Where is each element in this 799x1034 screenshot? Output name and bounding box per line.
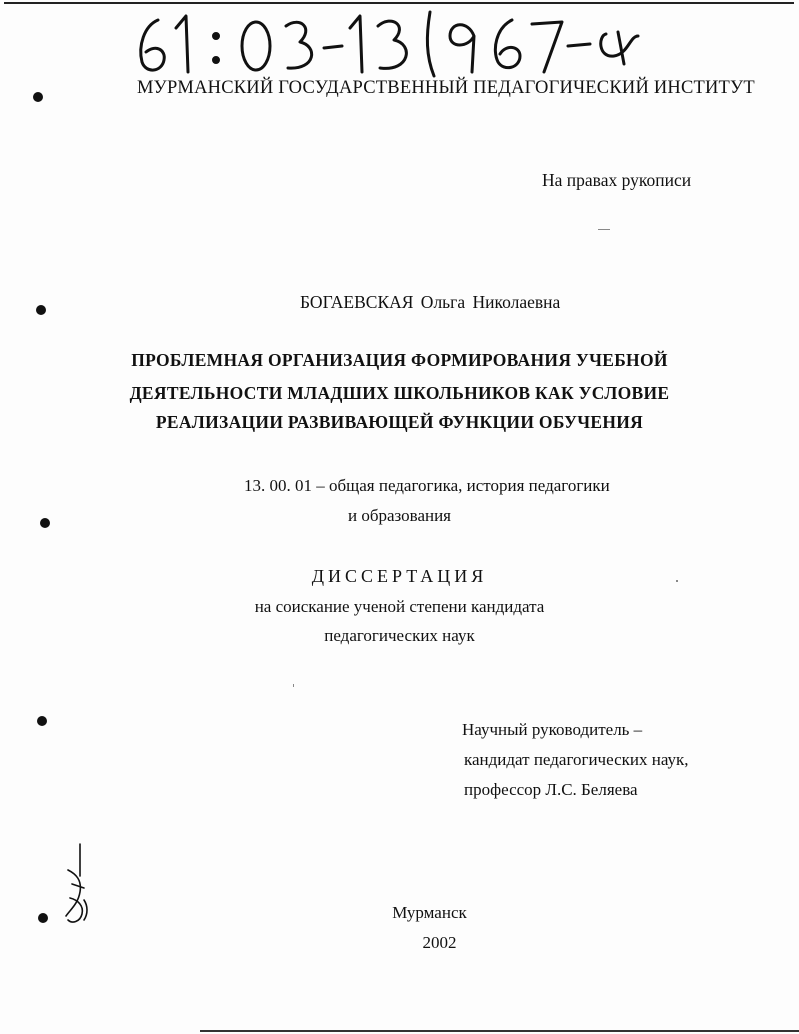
- publication-city: Мурманск: [392, 903, 467, 922]
- author-name: БОГАЕВСКАЯ Ольга Николаевна: [300, 292, 561, 312]
- publication-year: 2002: [422, 933, 457, 952]
- scan-speck: [293, 684, 294, 687]
- binder-hole: [33, 92, 43, 102]
- advisor-name: профессор Л.С. Беляева: [464, 780, 638, 799]
- thesis-title-line-2: ДЕЯТЕЛЬНОСТИ МЛАДШИХ ШКОЛЬНИКОВ КАК УСЛОВИЕ: [129, 383, 670, 403]
- scan-speck: [598, 229, 610, 230]
- thesis-title-line-3: РЕАЛИЗАЦИИ РАЗВИВАЮЩЕЙ ФУНКЦИИ ОБУЧЕНИЯ: [155, 412, 644, 432]
- manuscript-rights-note: На правах рукописи: [542, 170, 692, 190]
- thesis-title-line-1: ПРОБЛЕМНАЯ ОРГАНИЗАЦИЯ ФОРМИРОВАНИЯ УЧЕБНОЙ: [131, 350, 668, 370]
- specialty-continuation: и образования: [347, 506, 452, 525]
- degree-line-1: на соискание ученой степени кандидата: [254, 597, 545, 616]
- binder-hole: [37, 716, 47, 726]
- institute-name: МУРМАНСКИЙ ГОСУДАРСТВЕННЫЙ ПЕДАГОГИЧЕСКИЙ ИНСТИТУТ: [137, 78, 755, 98]
- advisor-label: Научный руководитель –: [462, 720, 643, 739]
- advisor-degree: кандидат педагогических наук,: [464, 750, 689, 769]
- specialty-code: 13. 00. 01 – общая педагогика, история педагогики: [244, 476, 610, 495]
- binder-hole: [36, 305, 46, 315]
- handwritten-catalog-number: [128, 6, 648, 78]
- scan-border-top: [4, 2, 794, 4]
- dissertation-heading: ДИССЕРТАЦИЯ: [311, 566, 488, 586]
- scan-border-bottom: [200, 1030, 799, 1032]
- degree-line-2: педагогических наук: [324, 626, 475, 645]
